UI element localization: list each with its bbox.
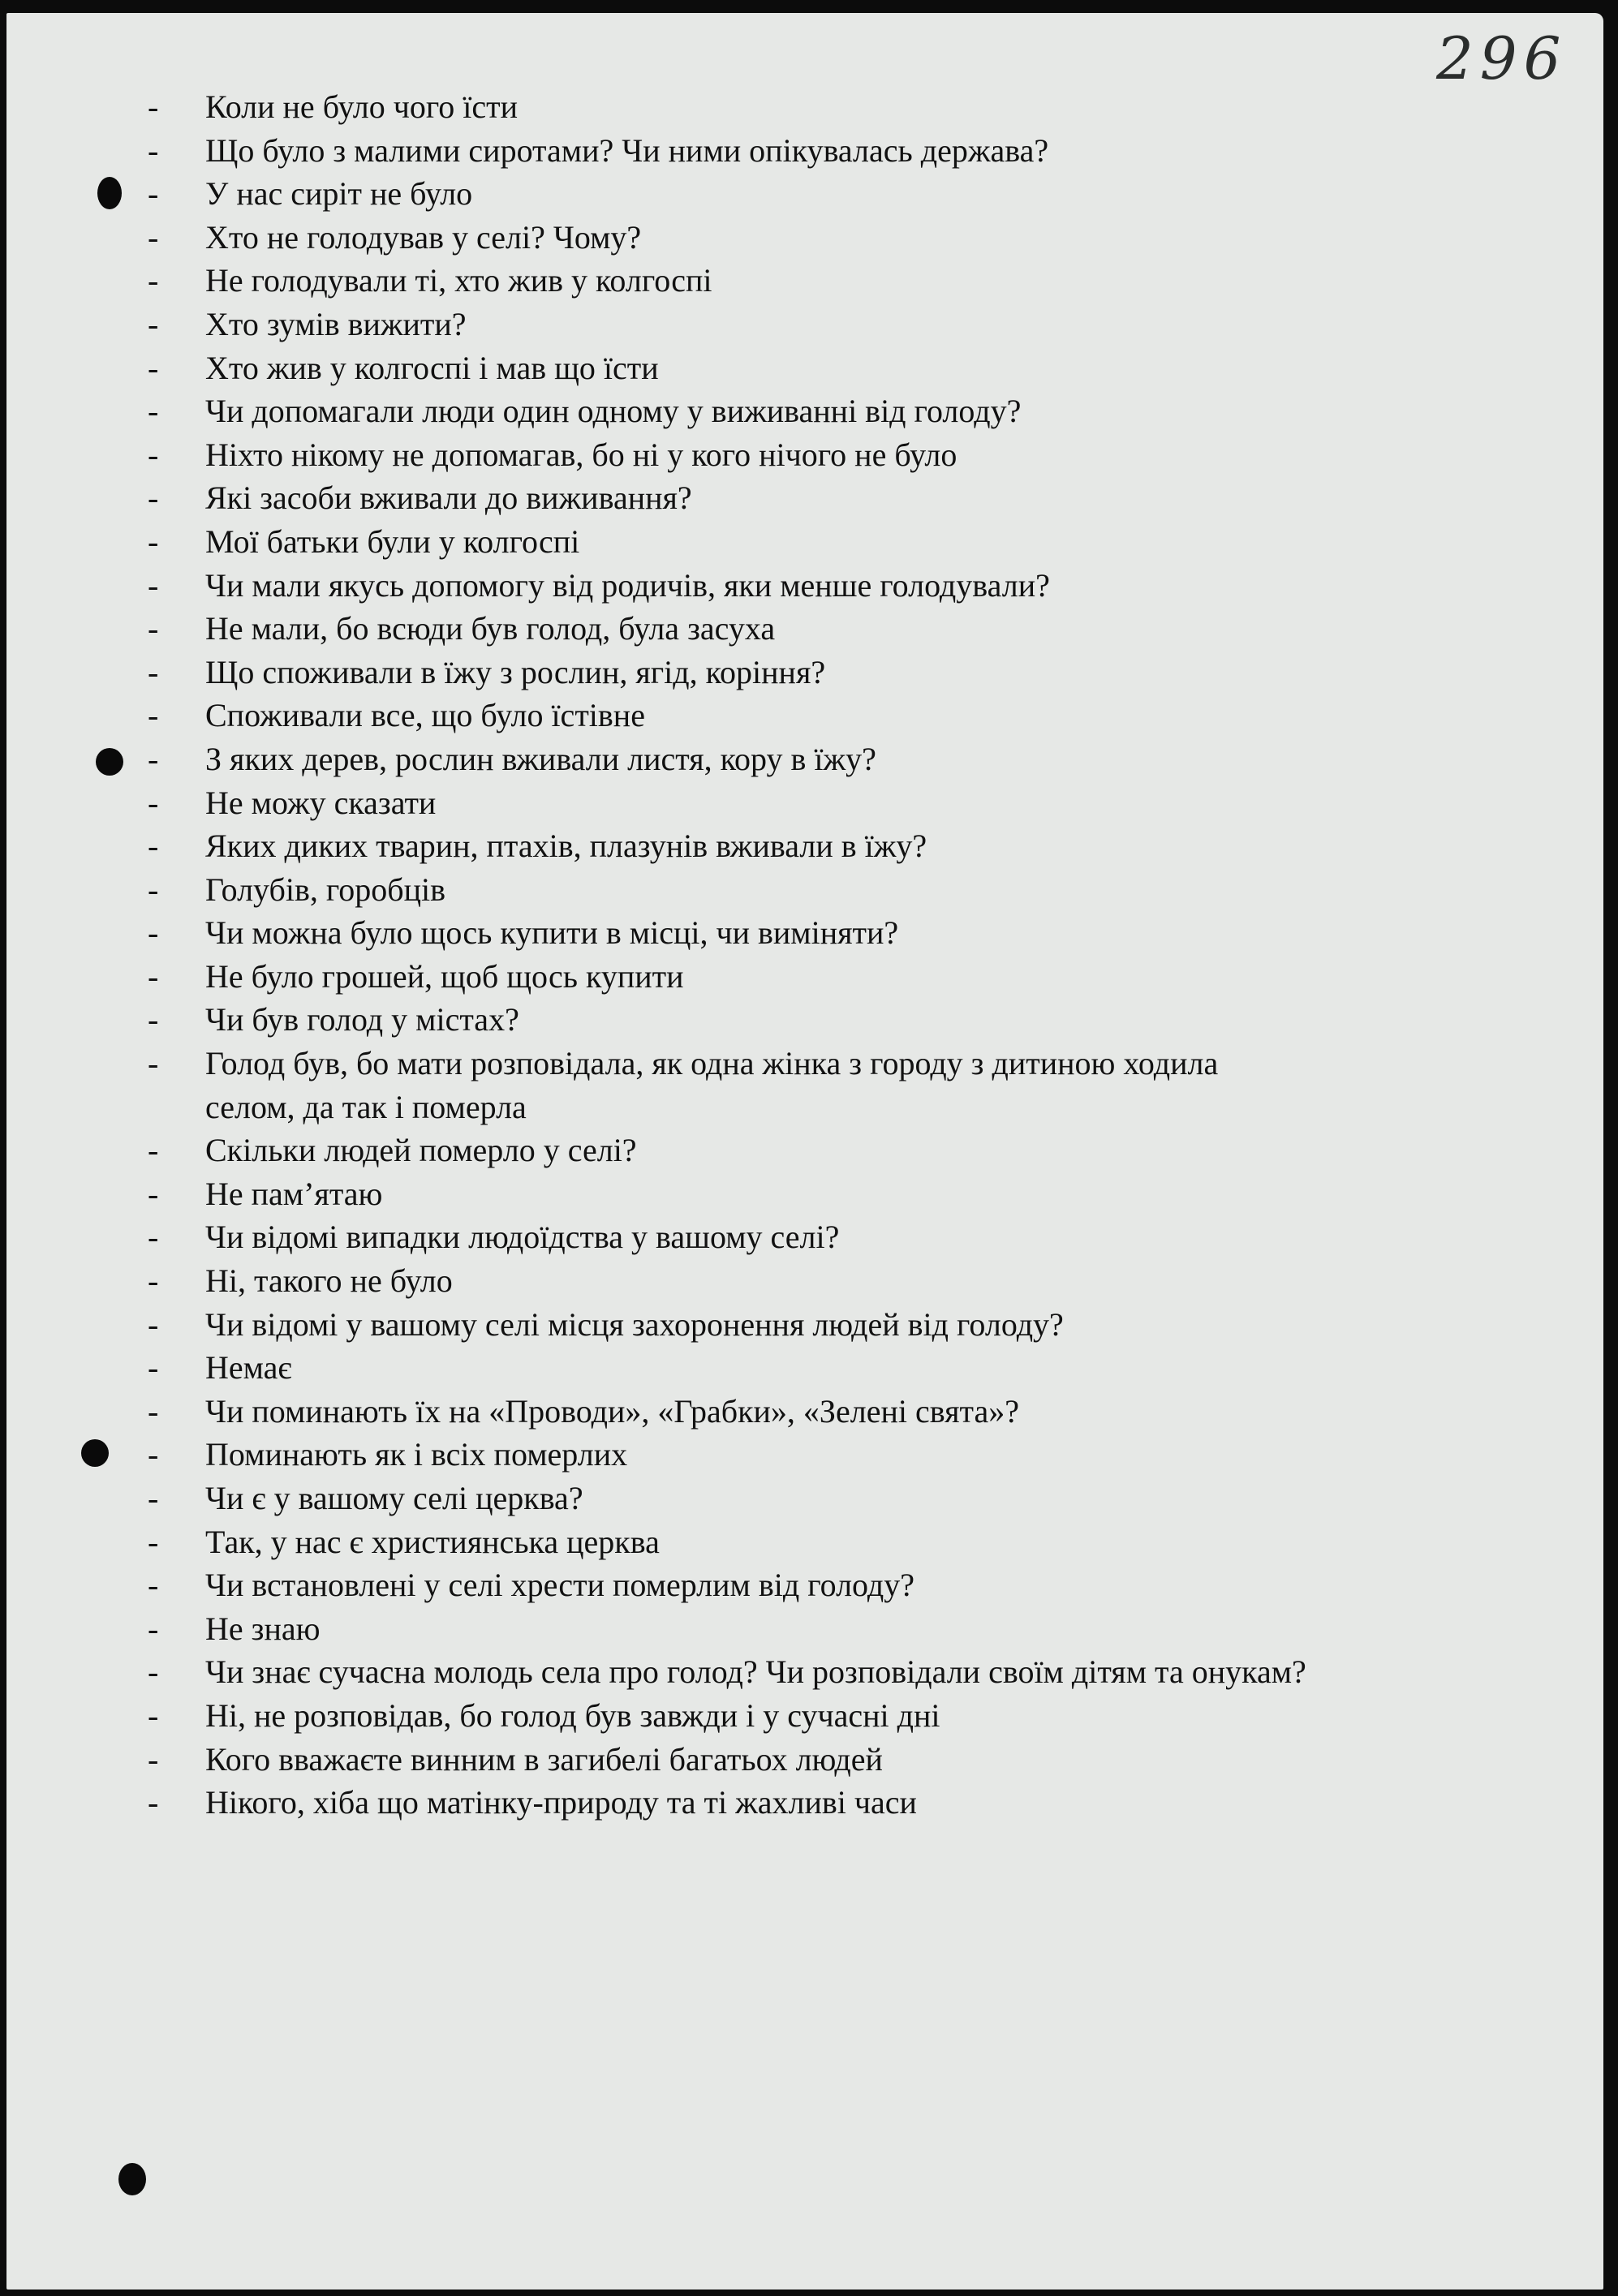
list-item [0,651,1618,694]
list-item-text: Голубів, горобців [205,871,446,908]
dash-bullet: - [148,1219,159,1256]
list-item [0,1259,1618,1303]
list-item [0,1563,1618,1607]
dash-bullet: - [148,1480,159,1516]
list-item [0,129,1618,173]
dash-bullet: - [148,784,159,821]
list-item-text: Чи встановлені у селі хрести померлим від голоду? [205,1567,915,1604]
list-item [0,1346,1618,1390]
list-item [0,1303,1618,1347]
list-item-text: Споживали все, що було їстівне [205,697,645,734]
dash-bullet: - [148,1610,159,1647]
list-item-text: Не голодували ті, хто жив у колгоспі [205,262,712,299]
list-item-text: Поминають як і всіх померлих [205,1436,628,1473]
list-item [0,216,1618,260]
list-item [0,1607,1618,1651]
list-item-text: Кого вважаєте винним в загибелі багатьох людей [205,1740,883,1778]
list-item [0,1172,1618,1216]
list-item [0,1738,1618,1782]
list-item [0,172,1618,216]
list-item-text: Голод був, бо мати розповідала, як одна жінка з городу з дитиною ходила [205,1045,1219,1082]
list-item-text: Що споживали в їжу з рослин, ягід, коріння? [205,653,826,690]
list-item [0,433,1618,477]
dash-bullet: - [148,871,159,908]
list-item [0,824,1618,868]
dash-bullet: - [148,1001,159,1038]
list-item-text: Так, у нас є християнська церква [205,1523,660,1560]
dash-bullet: - [148,349,159,386]
dash-bullet: - [148,1436,159,1473]
list-item-text: селом, да так і померла [205,1088,527,1125]
dash-bullet: - [148,740,159,777]
list-item-text: Мої батьки були у колгоспі [205,522,580,560]
list-item [0,1433,1618,1477]
list-item [0,1520,1618,1564]
list-item [0,1086,1618,1129]
dash-bullet: - [148,436,159,473]
list-item-text: Чи відомі випадки людоїдства у вашому селі? [205,1219,840,1256]
dash-bullet: - [148,1784,159,1821]
dash-bullet: - [148,1132,159,1169]
dash-bullet: - [148,610,159,647]
dash-bullet: - [148,1523,159,1560]
list-item [0,998,1618,1042]
dash-bullet: - [148,653,159,690]
dash-bullet: - [148,262,159,299]
list-item-text: Чи відомі у вашому селі місця захоронення людей від голоду? [205,1305,1064,1343]
list-item-text: Немає [205,1349,292,1387]
list-item [0,1129,1618,1172]
list-item [0,911,1618,955]
list-item-text: Яких диких тварин, птахів, плазунів вживали в їжу? [205,828,927,865]
list-item-text: Не було грошей, щоб щось купити [205,957,684,995]
list-item [0,955,1618,999]
list-item-text: Хто не голодував у селі? Чому? [205,218,642,256]
list-item [0,1650,1618,1694]
dash-bullet: - [148,1740,159,1778]
list-item [0,781,1618,825]
list-item-text: Чи можна було щось купити в місці, чи виміняти? [205,914,899,952]
dash-bullet: - [148,175,159,213]
list-item [0,1390,1618,1434]
punch-hole [118,2163,146,2195]
handwritten-page-number: 296 [1436,24,1568,92]
list-item [0,1215,1618,1259]
dash-bullet: - [148,393,159,430]
list-item-text: Не можу сказати [205,784,437,821]
list-item-text: Чи мали якусь допомогу від родичів, яки менше голодували? [205,566,1050,604]
dash-bullet: - [148,1305,159,1343]
list-item-text: Ні, такого не було [205,1262,453,1300]
list-item-text: Хто зумів вижити? [205,305,467,342]
list-item [0,389,1618,433]
list-item-text: Скільки людей померло у селі? [205,1132,637,1169]
dash-bullet: - [148,218,159,256]
dash-bullet: - [148,697,159,734]
list-item [0,303,1618,346]
dash-bullet: - [148,305,159,342]
list-item-text: Чи був голод у містах? [205,1001,519,1038]
list-item [0,476,1618,520]
list-item-text: Чи поминають їх на «Проводи», «Грабки», «Зелені свята»? [205,1392,1019,1430]
list-item-text: Чи допомагали люди один одному у виживанні від голоду? [205,393,1022,430]
list-item [0,1694,1618,1738]
dash-bullet: - [148,522,159,560]
list-item [0,1477,1618,1520]
list-item-text: Нікого, хіба що матінку-природу та ті жахливі часи [205,1784,917,1821]
list-item [0,737,1618,781]
list-item-text: Ніхто нікому не допомагав, бо ні у кого нічого не було [205,436,957,473]
dash-bullet: - [148,1349,159,1387]
list-item [0,694,1618,737]
interview-list [0,85,1618,1825]
list-item-text: Не знаю [205,1610,321,1647]
list-item [0,607,1618,651]
dash-bullet: - [148,1045,159,1082]
dash-bullet: - [148,1262,159,1300]
list-item [0,520,1618,564]
list-item-text: Хто жив у колгоспі і мав що їсти [205,349,659,386]
list-item-text: Не мали, бо всюди був голод, була засуха [205,610,776,647]
list-item-text: Не пам’ятаю [205,1175,383,1212]
dash-bullet: - [148,914,159,952]
list-item-text: У нас сиріт не було [205,175,473,213]
list-item-text: Що було з малими сиротами? Чи ними опікувалась держава? [205,131,1049,169]
list-item-text: Чи знає сучасна молодь села про голод? Чи розповідали своїм дітям та онукам? [205,1653,1306,1691]
list-item [0,259,1618,303]
dash-bullet: - [148,957,159,995]
list-item-text: Чи є у вашому селі церква? [205,1480,583,1516]
list-item [0,564,1618,608]
dash-bullet: - [148,1696,159,1734]
dash-bullet: - [148,1392,159,1430]
list-item [0,868,1618,912]
dash-bullet: - [148,1175,159,1212]
list-item [0,1781,1618,1825]
dash-bullet: - [148,828,159,865]
dash-bullet: - [148,131,159,169]
dash-bullet: - [148,566,159,604]
list-item-text: Ні, не розповідав, бо голод був завжди і у сучасні дні [205,1696,940,1734]
list-item-text: Коли не було чого їсти [205,88,518,125]
dash-bullet: - [148,479,159,517]
list-item [0,85,1618,129]
dash-bullet: - [148,88,159,125]
list-item-text: З яких дерев, рослин вживали листя, кору в їжу? [205,740,876,777]
list-item-text: Які засоби вживали до виживання? [205,479,692,517]
dash-bullet: - [148,1653,159,1691]
dash-bullet: - [148,1567,159,1604]
list-item [0,1042,1618,1086]
list-item [0,346,1618,390]
